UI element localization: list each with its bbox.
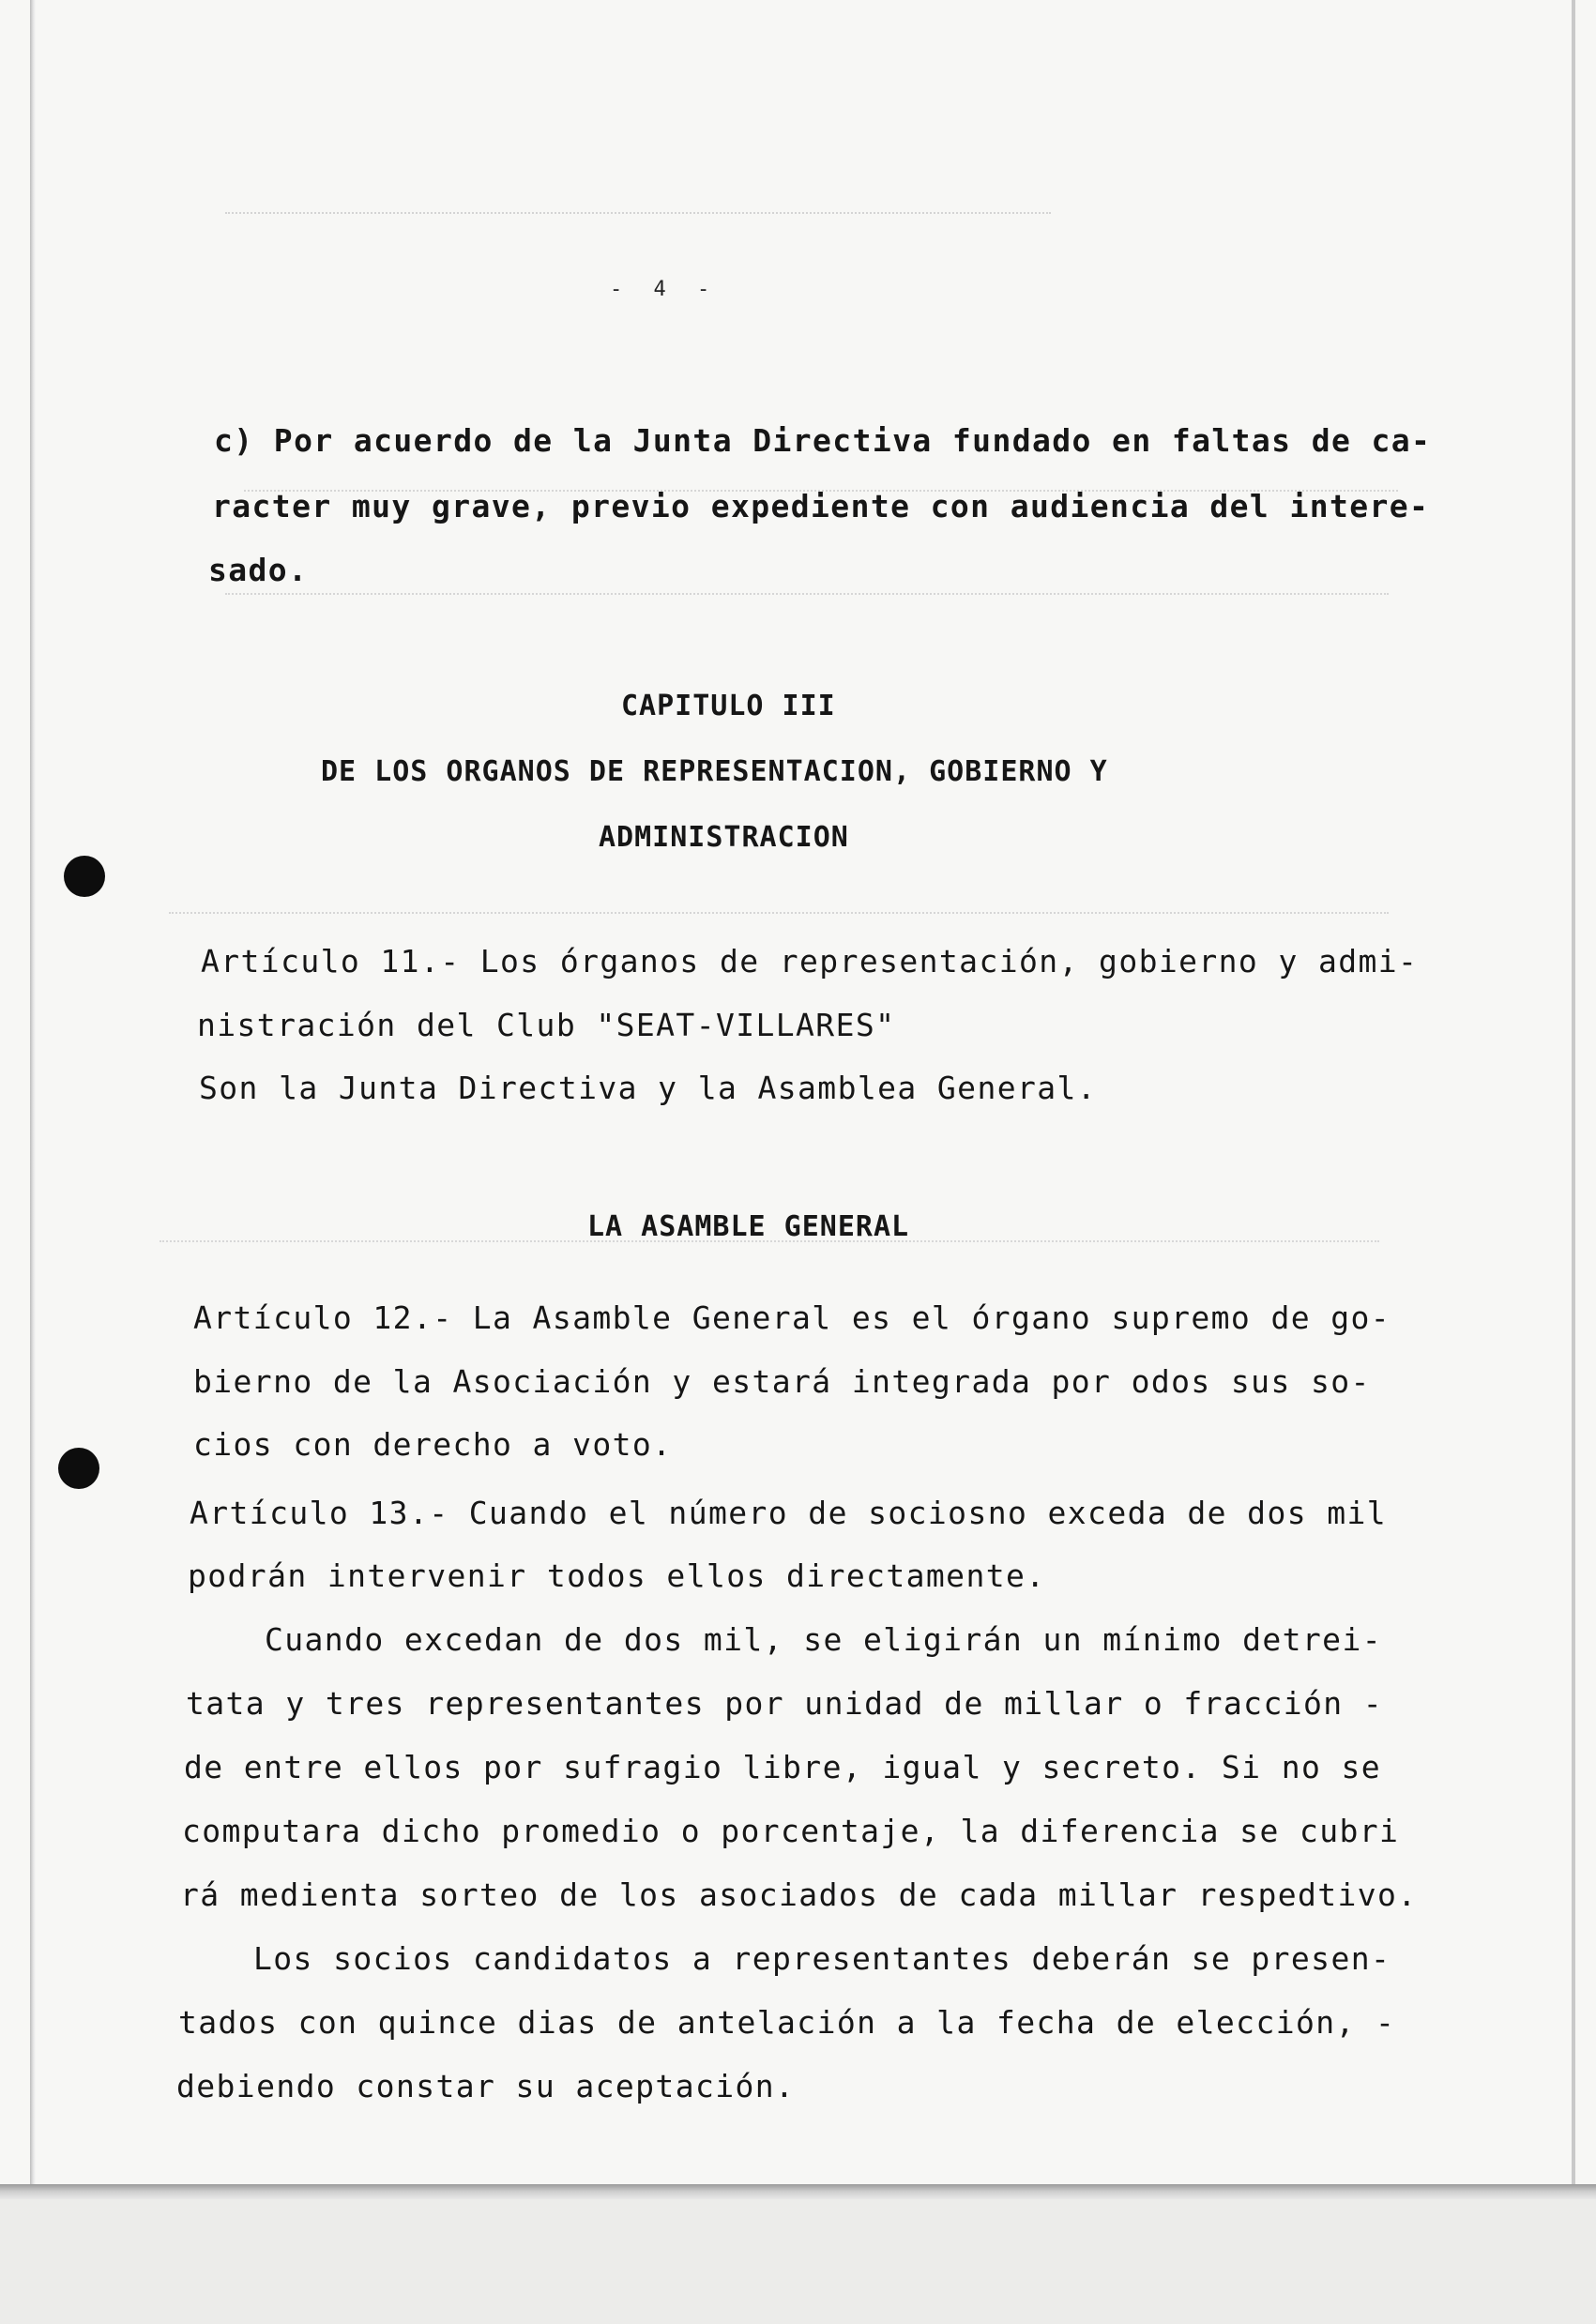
photocopy-right-edge xyxy=(1572,0,1575,2214)
photocopy-left-edge xyxy=(30,0,36,2324)
paragraph-c-line-3: sado. xyxy=(208,552,309,588)
paragraph-c-line-1: c) Por acuerdo de la Junta Directiva fundado en faltas de ca- xyxy=(214,422,1432,459)
article-13-line-3: Cuando excedan de dos mil, se eligirán un mínimo detrei- xyxy=(265,1621,1382,1658)
article-13-line-2: podrán intervenir todos ellos directamente. xyxy=(188,1557,1046,1594)
article-12-line-1: Artículo 12.- La Asamble General es el órgano supremo de go- xyxy=(193,1299,1391,1336)
bottom-margin-strip xyxy=(0,2199,1596,2324)
bleed-through-mark xyxy=(169,891,1389,914)
section-title: LA ASAMBLE GENERAL xyxy=(587,1210,910,1243)
article-13-line-5: de entre ellos por sufragio libre, igual y secreto. Si no se xyxy=(184,1749,1382,1785)
article-11-line-1: Artículo 11.- Los órganos de representación, gobierno y admi- xyxy=(201,943,1419,980)
article-13-line-6: computara dicho promedio o porcentaje, la diferencia se cubri xyxy=(182,1813,1400,1849)
punch-hole-icon xyxy=(58,1448,99,1489)
chapter-title-line-2: ADMINISTRACION xyxy=(599,821,849,854)
article-13-line-9: tados con quince dias de antelación a la fecha de elección, - xyxy=(178,2004,1396,2041)
paragraph-c-line-2: racter muy grave, previo expediente con audiencia del intere- xyxy=(212,488,1430,524)
chapter-title-line-1: DE LOS ORGANOS DE REPRESENTACION, GOBIERNO Y xyxy=(321,755,1108,788)
page-number-mark: - 4 - xyxy=(610,278,720,301)
article-11-line-3: Son la Junta Directiva y la Asamblea General. xyxy=(199,1070,1098,1106)
article-13-line-8: Los socios candidatos a representantes deberán se presen- xyxy=(253,1940,1391,1977)
punch-hole-icon xyxy=(64,856,105,897)
article-12-line-2: bierno de la Asociación y estará integrada por odos sus so- xyxy=(193,1363,1371,1400)
article-13-line-7: rá medienta sorteo de los asociados de cada millar respedtivo. xyxy=(180,1876,1418,1913)
photocopy-bottom-edge xyxy=(0,2184,1596,2199)
article-13-line-10: debiendo constar su aceptación. xyxy=(176,2068,796,2104)
bleed-through-mark xyxy=(225,184,1051,214)
article-13-line-4: tata y tres representantes por unidad de millar o fracción - xyxy=(186,1685,1384,1722)
bleed-through-mark xyxy=(225,572,1389,595)
chapter-number: CAPITULO III xyxy=(621,690,836,722)
article-11-line-2: nistración del Club "SEAT-VILLARES" xyxy=(197,1007,896,1043)
article-12-line-3: cios con derecho a voto. xyxy=(193,1426,673,1463)
article-13-line-1: Artículo 13.- Cuando el número de sociosno exceda de dos mil xyxy=(190,1495,1388,1531)
